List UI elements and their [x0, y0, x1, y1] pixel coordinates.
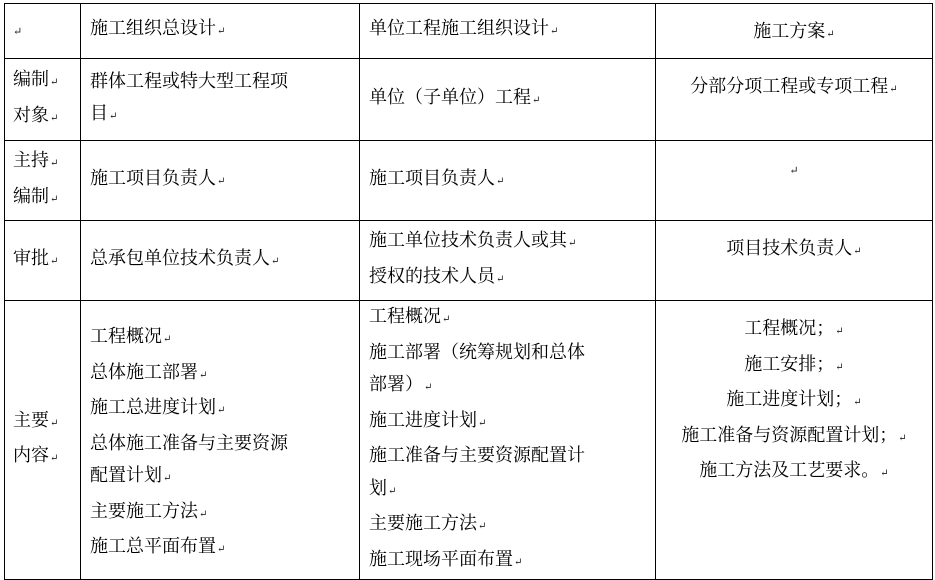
cell-text-line: 施工准备与主要资源配置计 [369, 445, 585, 466]
cell-text-line: 群体工程或特大型工程项 [90, 70, 288, 92]
comparison-table [4, 3, 933, 580]
paragraph-mark-icon: ↵ [478, 521, 487, 532]
cell-unit-design [360, 301, 656, 580]
paragraph-mark-icon: ↵ [514, 556, 523, 568]
table-row [5, 141, 933, 221]
paragraph-mark-icon: ↵ [50, 77, 59, 88]
cell-text-line: 施工总平面布置 [90, 536, 216, 558]
table-row [5, 221, 933, 301]
header-cell-blank [5, 4, 81, 59]
cell-text-line: 主要施工方法 [90, 500, 198, 522]
cell-text-line: 授权的技术人员 [369, 265, 495, 287]
cell-text-line: 部署） [369, 374, 423, 395]
paragraph-mark-icon: ↵ [199, 508, 208, 520]
paragraph-mark-icon: ↵ [50, 453, 59, 464]
row-label-line: 对象 [13, 104, 49, 126]
header-construction-plan-label: 施工方案 [753, 21, 826, 42]
paragraph-mark-icon: ↵ [217, 26, 226, 38]
paragraph-mark-icon: ↵ [13, 24, 23, 38]
cell-text-line: 工程概况； [744, 318, 835, 339]
row-label-cell [5, 59, 81, 141]
row-label-cell [5, 221, 81, 301]
paragraph-mark-icon: ↵ [163, 334, 172, 346]
paragraph-mark-icon: ↵ [835, 361, 844, 373]
paragraph-mark-icon: ↵ [889, 84, 898, 95]
cell-construction-plan [656, 59, 933, 141]
cell-text-line: 施工方法及工艺要求。 [699, 460, 880, 481]
paragraph-mark-icon: ↵ [50, 255, 59, 267]
paragraph-mark-icon: ↵ [532, 94, 541, 106]
paragraph-mark-icon: ↵ [217, 405, 226, 417]
cell-text-line: 施工现场平面布置 [369, 548, 513, 570]
cell-general-design [81, 141, 360, 221]
cell-general-design [81, 301, 360, 580]
cell-unit-design [360, 221, 656, 301]
paragraph-mark-icon: ↵ [271, 255, 280, 267]
row-label-line: 内容 [13, 445, 49, 466]
header-cell-general-design [81, 4, 360, 59]
cell-text-line: 总体施工准备与主要资源 [90, 432, 288, 454]
cell-text-line: 总体施工部署 [90, 361, 198, 383]
paragraph-mark-icon: ↵ [50, 158, 59, 169]
header-cell-construction-plan [656, 4, 933, 59]
cell-unit-design [360, 59, 656, 141]
paragraph-mark-icon: ↵ [109, 111, 118, 122]
cell-text-line: 施工单位技术负责人或其 [369, 230, 567, 251]
paragraph-mark-icon: ↵ [217, 175, 226, 187]
cell-text-line: 总承包单位技术负责人 [90, 247, 270, 269]
cell-text-line: 施工准备与资源配置计划； [681, 424, 898, 446]
header-row [5, 4, 933, 59]
paragraph-mark-icon: ↵ [898, 432, 907, 444]
cell-general-design [81, 221, 360, 301]
paragraph-mark-icon: ↵ [496, 175, 505, 187]
paragraph-mark-icon: ↵ [478, 417, 487, 429]
paragraph-mark-icon: ↵ [789, 164, 799, 177]
paragraph-mark-icon: ↵ [880, 468, 889, 479]
row-label-line: 编制 [13, 69, 49, 90]
cell-text-line: 施工部署（统筹规划和总体 [369, 341, 585, 363]
cell-text-line: 分部分项工程或专项工程 [690, 76, 889, 97]
header-general-design-label: 施工组织总设计 [90, 18, 216, 40]
header-cell-unit-design [360, 4, 656, 59]
paragraph-mark-icon: ↵ [835, 326, 844, 337]
paragraph-mark-icon: ↵ [442, 314, 451, 325]
cell-text-line: 施工项目负责人 [90, 167, 216, 189]
cell-text-line: 配置计划 [90, 465, 162, 487]
row-label-line: 主持 [13, 150, 49, 171]
cell-text-line: 施工项目负责人 [369, 167, 495, 189]
cell-construction-plan [656, 141, 933, 221]
paragraph-mark-icon: ↵ [424, 382, 433, 393]
cell-text-line: 单位（子单位）工程 [369, 86, 531, 108]
paragraph-mark-icon: ↵ [853, 246, 862, 257]
paragraph-mark-icon: ↵ [853, 397, 862, 408]
row-label-line: 主要 [13, 409, 49, 431]
paragraph-mark-icon: ↵ [826, 29, 835, 40]
cell-text-line: 施工进度计划； [726, 389, 853, 410]
header-unit-design-label: 单位工程施工组织设计 [369, 18, 549, 40]
cell-construction-plan [656, 301, 933, 580]
paragraph-mark-icon: ↵ [568, 238, 577, 249]
cell-text-line: 目 [90, 103, 108, 124]
cell-text-line: 工程概况 [369, 306, 441, 327]
row-label-cell [5, 301, 81, 580]
paragraph-mark-icon: ↵ [496, 273, 505, 285]
cell-unit-design [360, 141, 656, 221]
cell-text-line: 项目技术负责人 [726, 238, 853, 259]
paragraph-mark-icon: ↵ [550, 26, 559, 38]
cell-text-line: 工程概况 [90, 326, 162, 348]
paragraph-mark-icon: ↵ [50, 112, 59, 124]
table-row [5, 59, 933, 141]
row-label-line: 编制 [13, 185, 49, 207]
row-label-cell [5, 141, 81, 221]
paragraph-mark-icon: ↵ [50, 417, 59, 429]
cell-text-line: 施工进度计划 [369, 409, 477, 431]
row-label-line: 审批 [13, 247, 49, 269]
paragraph-mark-icon: ↵ [163, 473, 172, 485]
paragraph-mark-icon: ↵ [217, 544, 226, 556]
cell-text-line: 施工安排； [744, 353, 835, 375]
cell-text-line: 施工总进度计划 [90, 397, 216, 419]
table-row [5, 301, 933, 580]
cell-text-line: 主要施工方法 [369, 513, 477, 534]
paragraph-mark-icon: ↵ [199, 369, 208, 381]
paragraph-mark-icon: ↵ [50, 193, 59, 205]
cell-text-line: 划 [369, 477, 387, 499]
cell-construction-plan [656, 221, 933, 301]
paragraph-mark-icon: ↵ [388, 485, 397, 497]
cell-general-design [81, 59, 360, 141]
